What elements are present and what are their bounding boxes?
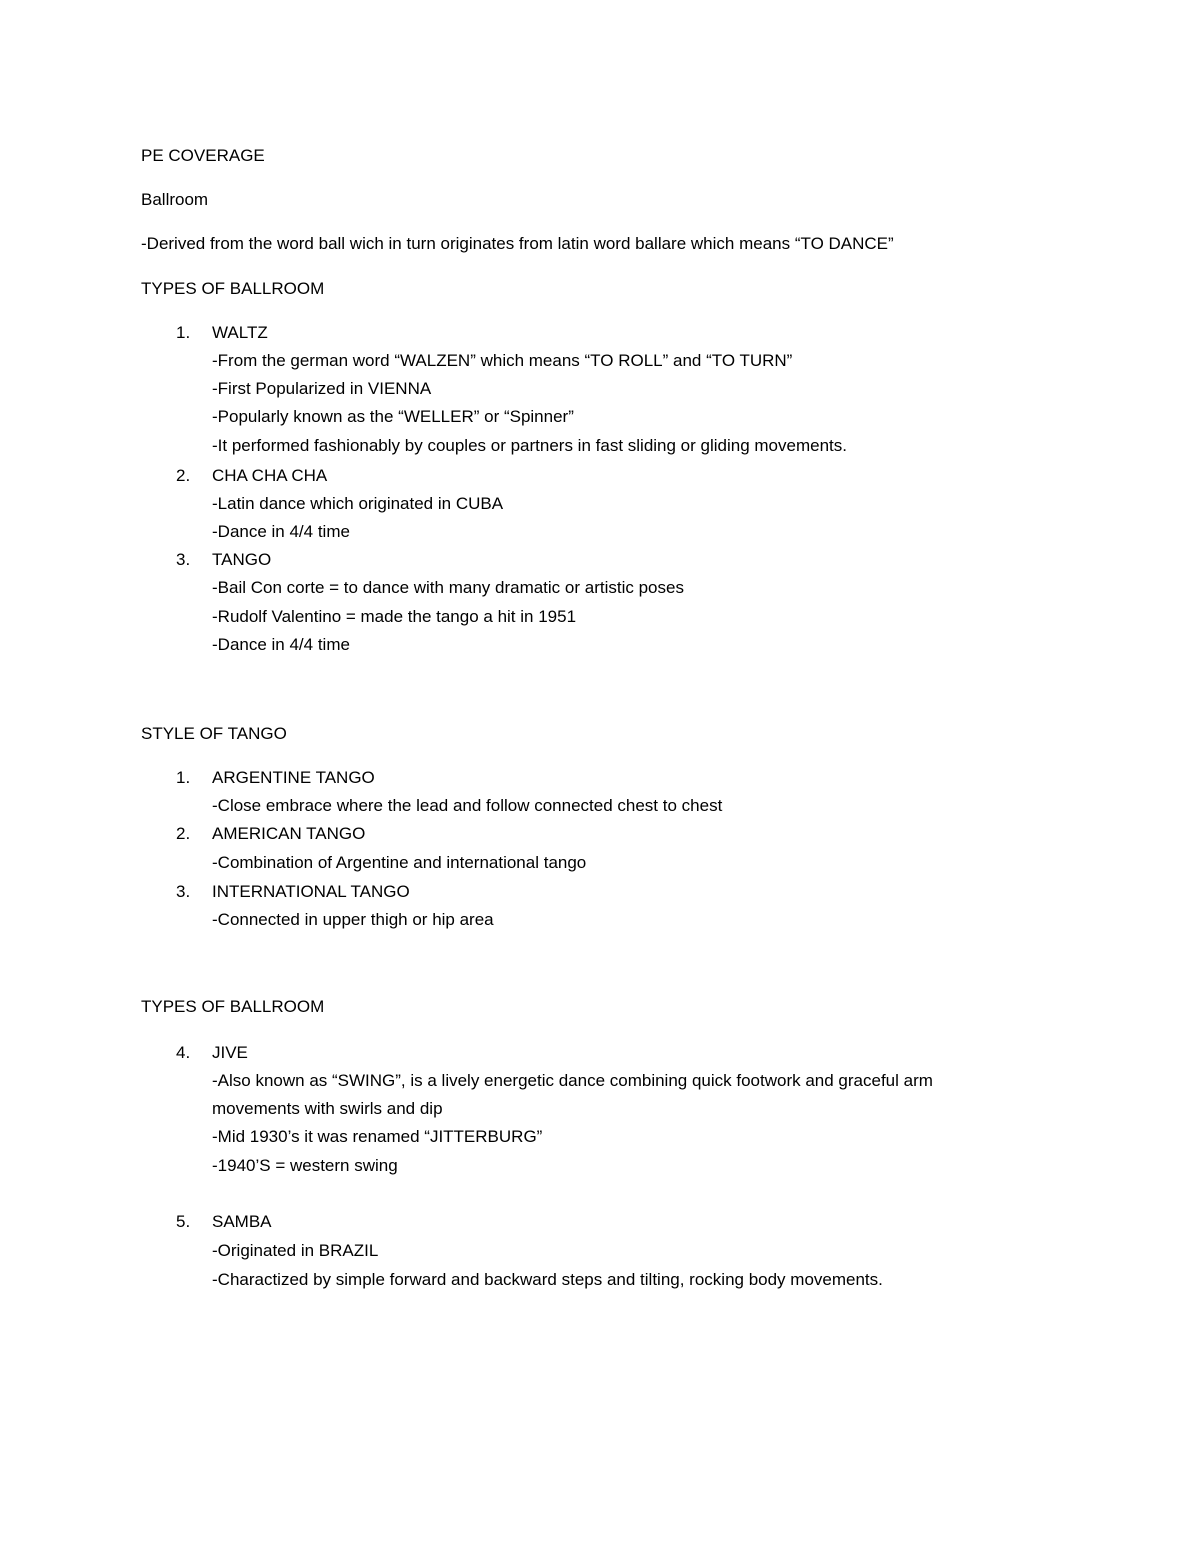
- list-item-detail: -Charactized by simple forward and backward steps and tilting, rocking body movements.: [212, 1270, 883, 1289]
- list-item-detail: -From the german word “WALZEN” which means “TO ROLL” and “TO TURN”: [212, 351, 793, 370]
- list-item-detail: -Originated in BRAZIL: [212, 1241, 379, 1260]
- list-item-detail: -Mid 1930’s it was renamed “JITTERBURG”: [212, 1127, 543, 1146]
- list-item-detail: -Popularly known as the “WELLER” or “Spinner”: [212, 407, 574, 426]
- list-item-detail: movements with swirls and dip: [212, 1099, 443, 1118]
- list-number: 4.: [176, 1043, 191, 1062]
- section-heading: STYLE OF TANGO: [141, 724, 287, 743]
- list-number: 5.: [176, 1212, 191, 1231]
- section-heading: TYPES OF BALLROOM: [141, 279, 325, 298]
- list-number: 3.: [176, 550, 191, 569]
- list-item-detail: -Bail Con corte = to dance with many dramatic or artistic poses: [212, 578, 684, 597]
- list-number: 1.: [176, 323, 191, 342]
- list-item-detail: -Combination of Argentine and international tango: [212, 853, 587, 872]
- list-number: 2.: [176, 824, 191, 843]
- list-item-title: ARGENTINE TANGO: [212, 768, 375, 787]
- list-item-title: AMERICAN TANGO: [212, 824, 366, 843]
- list-item-title: WALTZ: [212, 323, 268, 342]
- list-item-title: JIVE: [212, 1043, 248, 1062]
- list-item-detail: -It performed fashionably by couples or partners in fast sliding or gliding movements.: [212, 436, 847, 455]
- list-item-detail: -Dance in 4/4 time: [212, 522, 350, 541]
- document-subtitle: Ballroom: [141, 190, 209, 209]
- list-item-detail: -1940’S = western swing: [212, 1156, 398, 1175]
- intro-text: -Derived from the word ball wich in turn originates from latin word ballare which means “TO DANCE”: [141, 234, 894, 253]
- list-item-detail: -Latin dance which originated in CUBA: [212, 494, 504, 513]
- list-number: 3.: [176, 882, 191, 901]
- list-item-detail: -Dance in 4/4 time: [212, 635, 350, 654]
- list-item-title: TANGO: [212, 550, 272, 569]
- document-title: PE COVERAGE: [141, 146, 265, 165]
- section-heading: TYPES OF BALLROOM: [141, 997, 325, 1016]
- list-number: 1.: [176, 768, 191, 787]
- list-item-detail: -Rudolf Valentino = made the tango a hit in 1951: [212, 607, 577, 626]
- list-item-detail: -First Popularized in VIENNA: [212, 379, 432, 398]
- list-number: 2.: [176, 466, 191, 485]
- list-item-title: SAMBA: [212, 1212, 272, 1231]
- list-item-detail: -Also known as “SWING”, is a lively energetic dance combining quick footwork and graceful arm: [212, 1071, 933, 1090]
- list-item-detail: -Connected in upper thigh or hip area: [212, 910, 494, 929]
- list-item-detail: -Close embrace where the lead and follow connected chest to chest: [212, 796, 723, 815]
- list-item-title: CHA CHA CHA: [212, 466, 328, 485]
- list-item-title: INTERNATIONAL TANGO: [212, 882, 410, 901]
